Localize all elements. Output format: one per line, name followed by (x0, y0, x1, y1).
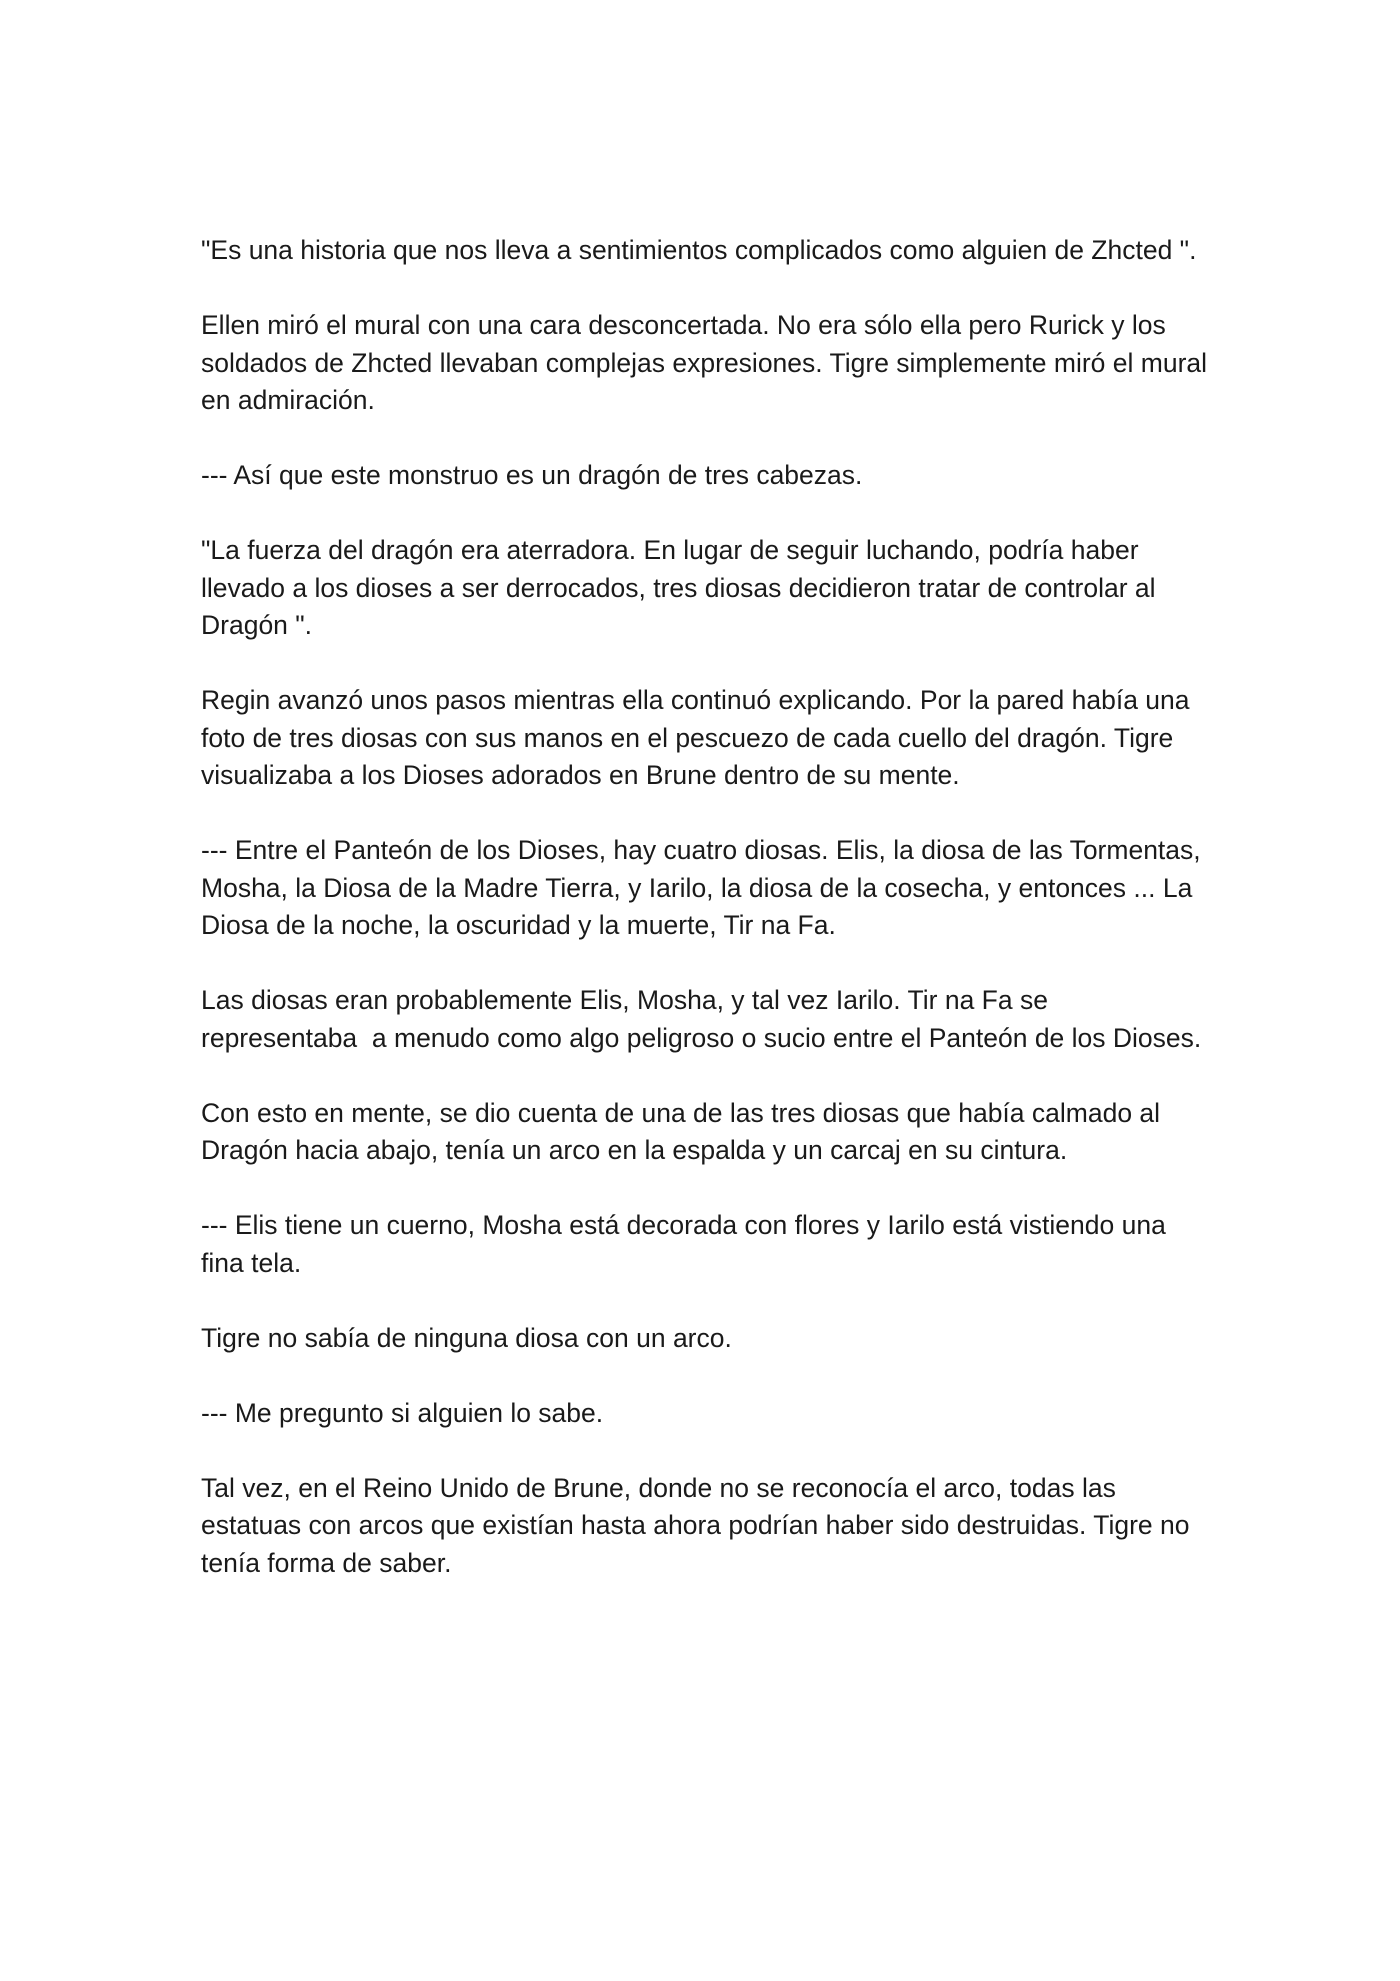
document-body (201, 232, 1215, 1620)
paragraph: Regin avanzó unos pasos mientras ella continuó explicando. Por la pared había una foto de tres diosas con sus manos en el pescuezo de cada cuello del dragón. Tigre visualizaba a los Dioses adorados en Brune dentro de su mente. (201, 685, 1197, 790)
paragraph: --- Entre el Panteón de los Dioses, hay cuatro diosas. Elis, la diosa de las Tormentas, Mosha, la Diosa de la Madre Tierra, y Iarilo, la diosa de la cosecha, y entonces ... La Diosa de la noche, la oscuridad y la muerte, Tir na Fa. (201, 835, 1209, 940)
paragraph: "La fuerza del dragón era aterradora. En lugar de seguir luchando, podría haber llevado a los dioses a ser derrocados, tres diosas decidieron tratar de controlar al Dragón ". (201, 535, 1163, 640)
paragraph: "Es una historia que nos lleva a sentimientos complicados como alguien de Zhcted ". (201, 235, 1197, 265)
paragraph: Tal vez, en el Reino Unido de Brune, donde no se reconocía el arco, todas las estatuas con arcos que existían hasta ahora podrían haber sido destruidas. Tigre no tenía forma de saber. (201, 1472, 1197, 1578)
paragraph: Las diosas eran probablemente Elis, Mosha, y tal vez Iarilo. Tir na Fa se representaba a menudo como algo peligroso o sucio entre el Panteón de los Dioses. (201, 985, 1202, 1053)
paragraph: Tigre no sabía de ninguna diosa con un arco. (201, 1322, 732, 1353)
paragraph: --- Elis tiene un cuerno, Mosha está decorada con flores y Iarilo está vistiendo una fina tela. (201, 1210, 1174, 1278)
paragraph: Con esto en mente, se dio cuenta de una de las tres diosas que había calmado al Dragón hacia abajo, tenía un arco en la espalda y un carcaj en su cintura. (201, 1097, 1168, 1165)
paragraph: --- Me pregunto si alguien lo sabe. (201, 1397, 604, 1428)
paragraph: Ellen miró el mural con una cara desconcertada. No era sólo ella pero Rurick y los soldados de Zhcted llevaban complejas expresiones. Tigre simplemente miró el mural en admiración. (201, 310, 1215, 415)
paragraph: --- Así que este monstruo es un dragón de tres cabezas. (201, 460, 863, 490)
